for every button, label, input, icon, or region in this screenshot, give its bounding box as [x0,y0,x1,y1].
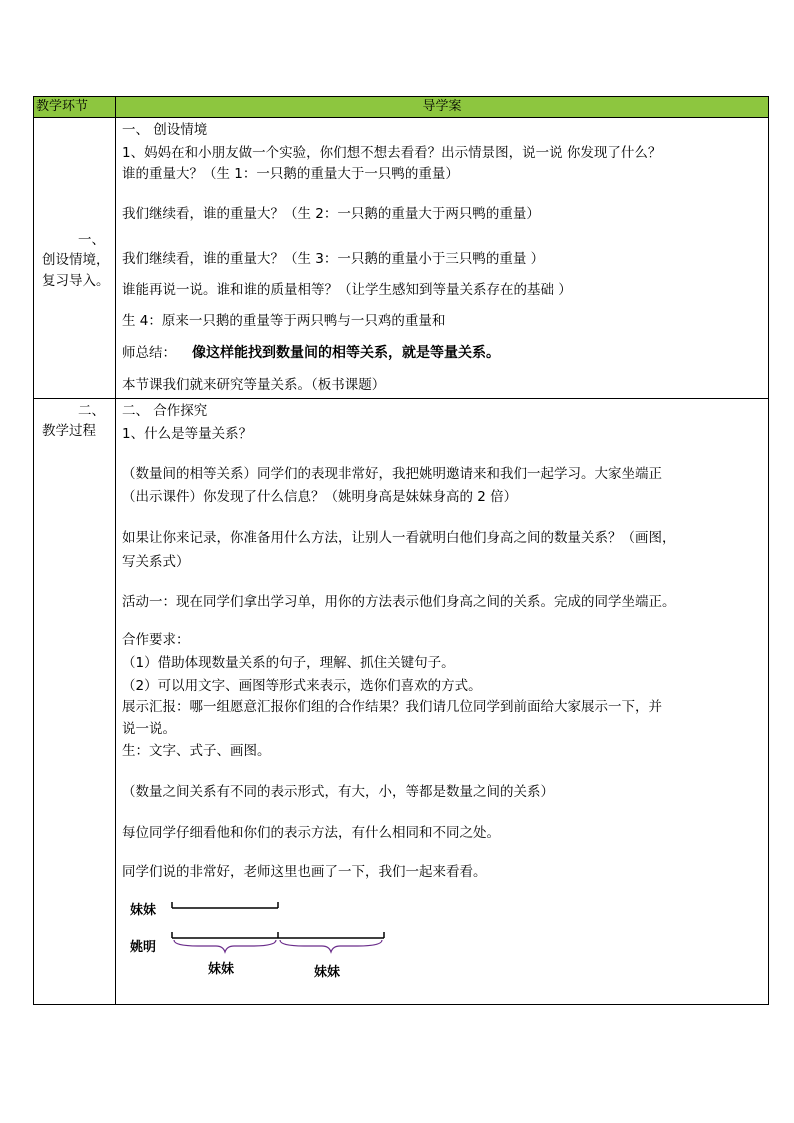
stage1-line2: 创设情境， [42,252,110,268]
section2-title: 二、 合作探究 [122,403,208,419]
section2-p1-line2: （出示课件）你发现了什么信息？（姚明身高是妹妹身高的 2 倍） [122,489,518,505]
stage-cell-2 [34,399,116,1004]
section2-teacher: 同学们说的非常好，老师这里也画了一下，我们一起来看看。 [122,864,487,880]
stage1-line3: 复习导入。 [42,273,110,289]
section2-p1-line1: （数量间的相等关系）同学们的表现非常好，我把姚明邀请来和我们一起学习。大家坐端正 [122,466,662,482]
brace-label-1: 妹妹 [208,962,235,977]
stage2-line1: 二、 [78,403,105,419]
summary-definition: 像这样能找到数量间的相等关系，就是等量关系。 [192,345,500,361]
section1-title: 一、 创设情境 [122,122,208,138]
section1-q1-line1: 1、妈妈在和小朋友做一个实验，你们想不想去看看？出示情景图，说一说 你发现了什么？ [122,145,662,161]
section2-report-line2: 说一说。 [122,721,176,737]
section2-report-line1: 展示汇报：哪一组愿意汇报你们组的合作结果？我们请几位同学到前面给大家展示一下，并 [122,699,662,715]
brace-label-2: 妹妹 [314,965,341,980]
section1-q3: 我们继续看，谁的重量大？（生 3：一只鹅的重量小于三只鸭的重量 ） [122,251,545,267]
section2-p2-line1: 如果让你来记录，你准备用什么方法，让别人一看就明白他们身高之间的数量关系？（画图， [122,530,676,546]
diagram-lines [128,890,398,970]
section1-q5: 生 4：原来一只鹅的重量等于两只鸭与一只鸡的重量和 [122,313,446,329]
section1-q1-line2: 谁的重量大？（生 1：一只鹅的重量大于一只鸭的重量） [122,166,459,182]
section2-activity: 活动一：现在同学们拿出学习单，用你的方法表示他们身高之间的关系。完成的同学坐端正。 [122,594,676,610]
diagram-label-sister: 妹妹 [130,903,157,918]
section2-req-title: 合作要求： [122,632,190,648]
section1-lesson: 本节课我们就来研究等量关系。（板书课题） [122,377,386,393]
stage-cell-1 [34,118,116,399]
section2-p2-line2: 写关系式） [122,554,190,570]
section2-compare: 每位同学仔细看他和你们的表示方法，有什么相同和不同之处。 [122,825,500,841]
section2-req1: （1）借助体现数量关系的句子，理解、抓住关键句子。 [122,655,455,671]
header-study-guide: 导学案 [116,97,768,118]
brace-1 [174,940,276,952]
section2-student: 生：文字、式子、画图。 [122,743,271,759]
header-teaching-stage: 教学环节 [34,97,116,118]
section2-req2: （2）可以用文字、画图等形式来表示，选你们喜欢的方式。 [122,678,482,694]
section1-q4: 谁能再说一说。谁和谁的质量相等？（让学生感知到等量关系存在的基础 ） [122,282,572,298]
stage1-line1: 一、 [78,232,105,248]
summary-label: 师总结： [122,345,176,361]
diagram-label-yaoming: 姚明 [130,940,157,955]
section2-q1: 1、什么是等量关系？ [122,426,253,442]
section1-q2: 我们继续看，谁的重量大？（生 2：一只鹅的重量大于两只鸭的重量） [122,206,540,222]
stage2-line2: 教学过程 [42,423,96,439]
section2-note: （数量之间关系有不同的表示形式，有大，小，等都是数量之间的关系） [122,784,554,800]
brace-2 [280,940,382,952]
summary-line [122,343,500,363]
